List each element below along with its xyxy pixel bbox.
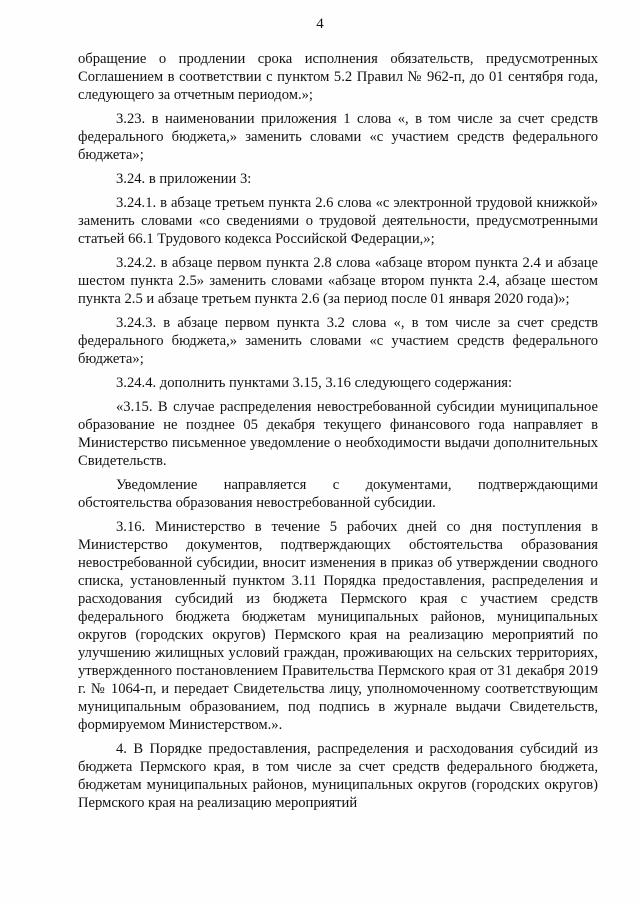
paragraph-4: 4. В Порядке предоставления, распределения и расходования субсидий из бюджета Пермского края, в том числе за счет средств федерального бюджета, бюджетам муниципальных районов, муниципальных округов (городских округов) Пермского края на реализацию мероприятий [78, 741, 598, 811]
paragraph-3-15: «3.15. В случае распределения невостребованной субсидии муниципальное образование не позднее 05 декабря текущего финансового года направляет в Министерство письменное уведомление о необходимости выдачи дополнительных Свидетельств. [78, 399, 598, 469]
page-number: 4 [316, 16, 324, 32]
paragraph-3-16: 3.16. Министерство в течение 5 рабочих дней со дня поступления в Министерство документов, подтверждающих обстоятельства образования невостребованной субсидии, вносит изменения в приказ об утверждении сводного списка, установленный пунктом 3.11 Порядка предоставления, распределения и расходования субсидий из бюджета Пермского края с участием средств федерального бюджета бюджетам муниципальных районов, муниципальных округов (городских округов) Пермского края на реализацию мероприятий по улучшению жилищных условий граждан, проживающих на сельских территориях, утвержденного постановлением Правительства Пермского края от 31 декабря 2019 г. № 1064-п, и передает Свидетельства лицу, уполномоченному соответствующим муниципальным образованием, под подпись в журнале выдачи Свидетельств, формируемом Министерством.». [78, 519, 598, 733]
paragraph-3-24-3: 3.24.3. в абзаце первом пункта 3.2 слова «, в том числе за счет средств федерального бюджета,» заменить словами «с участием средств федерального бюджета»; [78, 315, 598, 367]
paragraph-3-24-1: 3.24.1. в абзаце третьем пункта 2.6 слова «с электронной трудовой книжкой» заменить словами «со сведениями о трудовой деятельности, предусмотренными статьей 66.1 Трудового кодекса Российской Федерации,»; [78, 195, 598, 247]
paragraph-3-24: 3.24. в приложении 3: [116, 171, 252, 187]
paragraph-3-24-4: 3.24.4. дополнить пунктами 3.15, 3.16 следующего содержания: [116, 375, 513, 391]
paragraph-3-24-2: 3.24.2. в абзаце первом пункта 2.8 слова «абзаце втором пункта 2.4 и абзаце шестом пункта 2.5» заменить словами «абзаце втором пункта 2.4, абзаце шестом пункта 2.5 и абзаце третьем пункта 2.6 (за период после 01 января 2020 года)»; [78, 255, 598, 307]
document-body [78, 50, 598, 818]
paragraph-continuation: обращение о продлении срока исполнения обязательств, предусмотренных Соглашением в соответствии с пунктом 5.2 Правил № 962-п, до 01 сентября года, следующего за отчетным периодом.»; [78, 51, 598, 103]
paragraph-notice: Уведомление направляется с документами, подтверждающими обстоятельства образования невостребованной субсидии. [78, 477, 598, 511]
paragraph-3-23: 3.23. в наименовании приложения 1 слова «, в том числе за счет средств федерального бюджета,» заменить словами «с участием средств федерального бюджета»; [78, 111, 598, 163]
